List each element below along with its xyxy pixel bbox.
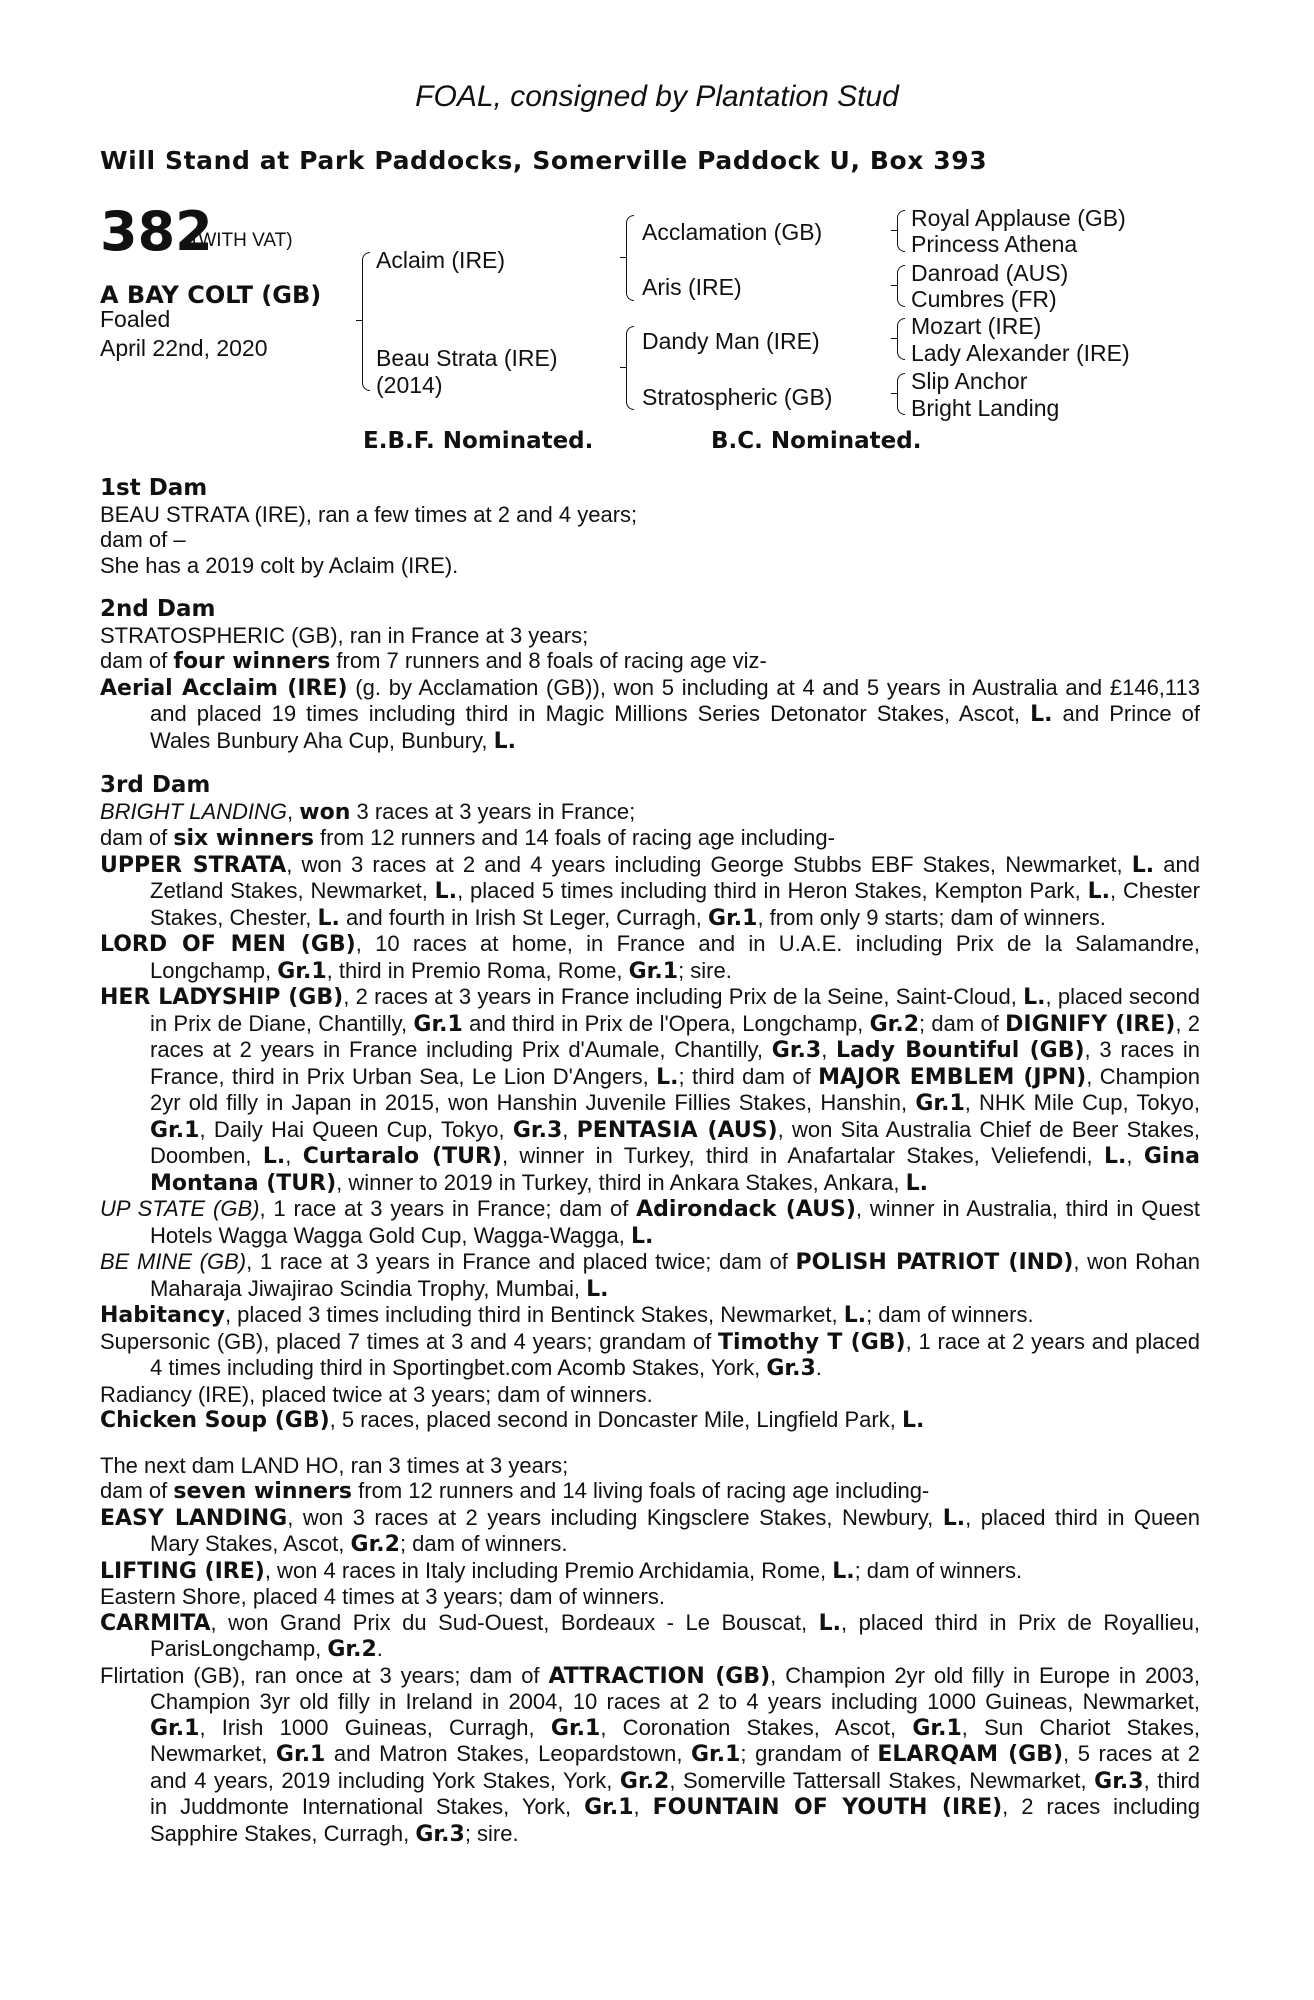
sire-line-brace (626, 215, 634, 301)
next-dam-text: The next dam LAND HO, ran 3 times at 3 years; (100, 1452, 569, 1478)
dam-line-brace-tip (620, 367, 626, 368)
g3-brace-1-tip (891, 230, 897, 231)
g3-brace-2-tip (891, 285, 897, 286)
sire-brace-tip (356, 320, 362, 321)
g3-brace-4 (897, 373, 905, 415)
foaled-date: April 22nd, 2020 (100, 335, 268, 361)
sire-name: Aclaim (IRE) (376, 247, 506, 273)
page-title: FOAL, consigned by Plantation Stud (415, 80, 899, 113)
progeny-entry: Flirtation (GB), ran once at 3 years; dam of ATTRACTION (GB), Champion 2yr old filly in Europe in 2003, Champion 3yr old filly in Ireland in 2004, 10 races at 2 to 4 years including 1000 Guineas, Newmarket, Gr.1, Irish 1000 Guineas, Curragh, Gr.1, Coronation Stakes, Ascot, Gr.1, Sun Chariot Stakes, Newmarket, Gr.1 and Matron Stakes, Leopardstown, Gr.1; grandam of ELARQAM (GB), 5 races at 2 and 4 years, 2019 including York Stakes, York, Gr.2, Somerville Tattersall Stakes, Newmarket, Gr.3, third in Juddmonte International Stakes, York, Gr.1, FOUNTAIN OF YOUTH (IRE), 2 races including Sapphire Stakes, Curragh, Gr.3; sire. (100, 1662, 1201, 1847)
grandsire-3: Mozart (IRE) (911, 313, 1042, 339)
ebf-nominated: E.B.F. Nominated. (363, 428, 594, 454)
progeny-entry: Eastern Shore, placed 4 times at 3 years; dam of winners. (100, 1584, 665, 1609)
first-dam-line: She has a 2019 colt by Aclaim (IRE). (100, 552, 459, 578)
first-dam-heading: 1st Dam (100, 475, 208, 501)
granddam-2: Cumbres (FR) (911, 286, 1057, 312)
progeny-entry: Aerial Acclaim (IRE) (g. by Acclamation (GB)), won 5 including at 4 and 5 years in Australia and £146,113 and placed 19 times including third in Magic Millions Series Detonator Stakes, Ascot, L. and Prince of Wales Bunbury Aha Cup, Bunbury, L. (100, 674, 1201, 754)
stand-location: Will Stand at Park Paddocks, Somerville Paddock U, Box 393 (100, 146, 988, 175)
first-dam-line: dam of – (100, 527, 186, 552)
bc-nominated: B.C. Nominated. (711, 428, 922, 454)
progeny-entry: CARMITA, won Grand Prix du Sud-Ouest, Bordeaux - Le Bouscat, L., placed third in Prix de Royallieu, ParisLongchamp, Gr.2. (100, 1609, 1201, 1662)
sire-line-brace-tip (620, 257, 626, 258)
lot-number: 382 (100, 200, 213, 263)
dam-sire-name: Dandy Man (IRE) (642, 328, 820, 354)
progeny-entry: Radiancy (IRE), placed twice at 3 years; dam of winners. (100, 1381, 653, 1407)
dam-line-brace (626, 326, 634, 410)
progeny-entry: LIFTING (IRE), won 4 races in Italy including Premio Archidamia, Rome, L.; dam of winners. (100, 1557, 1023, 1584)
granddam-3: Lady Alexander (IRE) (911, 340, 1130, 366)
foaled-info (100, 305, 268, 363)
dam-year: (2014) (376, 372, 443, 398)
granddam-4: Bright Landing (911, 395, 1060, 421)
progeny-entry: LORD OF MEN (GB), 10 races at home, in France and in U.A.E. including Prix de la Salamandre, Longchamp, Gr.1, third in Premio Roma, Rome, Gr.1; sire. (100, 931, 1200, 984)
second-dam-text: STRATOSPHERIC (GB), ran in France at 3 years; (100, 622, 589, 648)
grandsire-1: Royal Applause (GB) (911, 205, 1126, 231)
progeny-entry: UPPER STRATA, won 3 races at 2 and 4 years including George Stubbs EBF Stakes, Newmarket, L. and Zetland Stakes, Newmarket, L., placed 5 times including third in Heron Stakes, Kempton Park, L., Chester Stakes, Chester, L. and fourth in Irish St Leger, Curragh, Gr.1, from only 9 starts; dam of winners. (100, 851, 1200, 931)
vat-note: (WITH VAT) (192, 230, 293, 251)
third-dam-text: dam of six winners from 12 runners and 14 foals of racing age including- (100, 825, 835, 851)
progeny-entry: Chicken Soup (GB), 5 races, placed second in Doncaster Mile, Lingfield Park, L. (100, 1407, 925, 1433)
grandsire-2: Danroad (AUS) (911, 260, 1069, 286)
sire-sire-name: Acclamation (GB) (642, 219, 823, 245)
progeny-entry: UP STATE (GB), 1 race at 3 years in France; dam of Adirondack (AUS), winner in Australia, third in Quest Hotels Wagga Wagga Gold Cup, Wagga-Wagga, L. (100, 1196, 1201, 1249)
progeny-entry: Supersonic (GB), placed 7 times at 3 and 4 years; grandam of Timothy T (GB), 1 race at 2 years and placed 4 times including third in Sportingbet.com Acomb Stakes, York, Gr.3. (100, 1328, 1200, 1381)
dam-dam-name: Stratospheric (GB) (642, 384, 833, 410)
second-dam-heading: 2nd Dam (100, 596, 216, 622)
progeny-entry: EASY LANDING, won 3 races at 2 years including Kingsclere Stakes, Newbury, L., placed third in Queen Mary Stakes, Ascot, Gr.2; dam of winners. (100, 1504, 1200, 1557)
next-dam-text: dam of seven winners from 12 runners and 14 living foals of racing age including- (100, 1478, 930, 1504)
progeny-entry: BE MINE (GB), 1 race at 3 years in France and placed twice; dam of POLISH PATRIOT (IND), won Rohan Maharaja Jiwajirao Scindia Trophy, Mumbai, L. (100, 1249, 1200, 1302)
dam-name: Beau Strata (IRE) (376, 345, 558, 371)
lot-description: A BAY COLT (GB) (100, 281, 322, 309)
progeny-entry: Habitancy, placed 3 times including third in Bentinck Stakes, Newmarket, L.; dam of winners. (100, 1302, 1034, 1328)
g3-brace-4-tip (891, 393, 897, 394)
g3-brace-3 (897, 318, 905, 360)
third-dam-text: BRIGHT LANDING, won 3 races at 3 years in France; (100, 798, 636, 825)
grandsire-4: Slip Anchor (911, 368, 1028, 394)
g3-brace-3-tip (891, 338, 897, 339)
third-dam-heading: 3rd Dam (100, 772, 211, 798)
second-dam-text: dam of four winners from 7 runners and 8 foals of racing age viz- (100, 648, 767, 674)
granddam-1: Princess Athena (911, 231, 1078, 257)
first-dam-line: BEAU STRATA (IRE), ran a few times at 2 and 4 years; (100, 501, 638, 527)
foaled-label: Foaled (100, 306, 171, 332)
progeny-entry: HER LADYSHIP (GB), 2 races at 3 years in France including Prix de la Seine, Saint-Cloud, L., placed second in Prix de Diane, Chantilly, Gr.1 and third in Prix de l'Opera, Longchamp, Gr.2; dam of DIGNIFY (IRE), 2 races at 2 years in France including Prix d'Aumale, Chantilly, Gr.3, Lady Bountiful (GB), 3 races in France, third in Prix Urban Sea, Le Lion D'Angers, L.; third dam of MAJOR EMBLEM (JPN), Champion 2yr old filly in Japan in 2015, won Hanshin Juvenile Fillies Stakes, Hanshin, Gr.1, NHK Mile Cup, Tokyo, Gr.1, Daily Hai Queen Cup, Tokyo, Gr.3, PENTASIA (AUS), won Sita Australia Chief de Beer Stakes, Doomben, L., Curtaralo (TUR), winner in Turkey, third in Anafartalar Stakes, Veliefendi, L., Gina Montana (TUR), winner to 2019 in Turkey, third in Ankara Stakes, Ankara, L. (100, 984, 1200, 1196)
g3-brace-1 (897, 210, 905, 252)
sire-dam-name: Aris (IRE) (642, 274, 742, 300)
catalogue-body (100, 476, 1200, 1847)
sire-brace (362, 252, 370, 391)
g3-brace-2 (897, 265, 905, 307)
